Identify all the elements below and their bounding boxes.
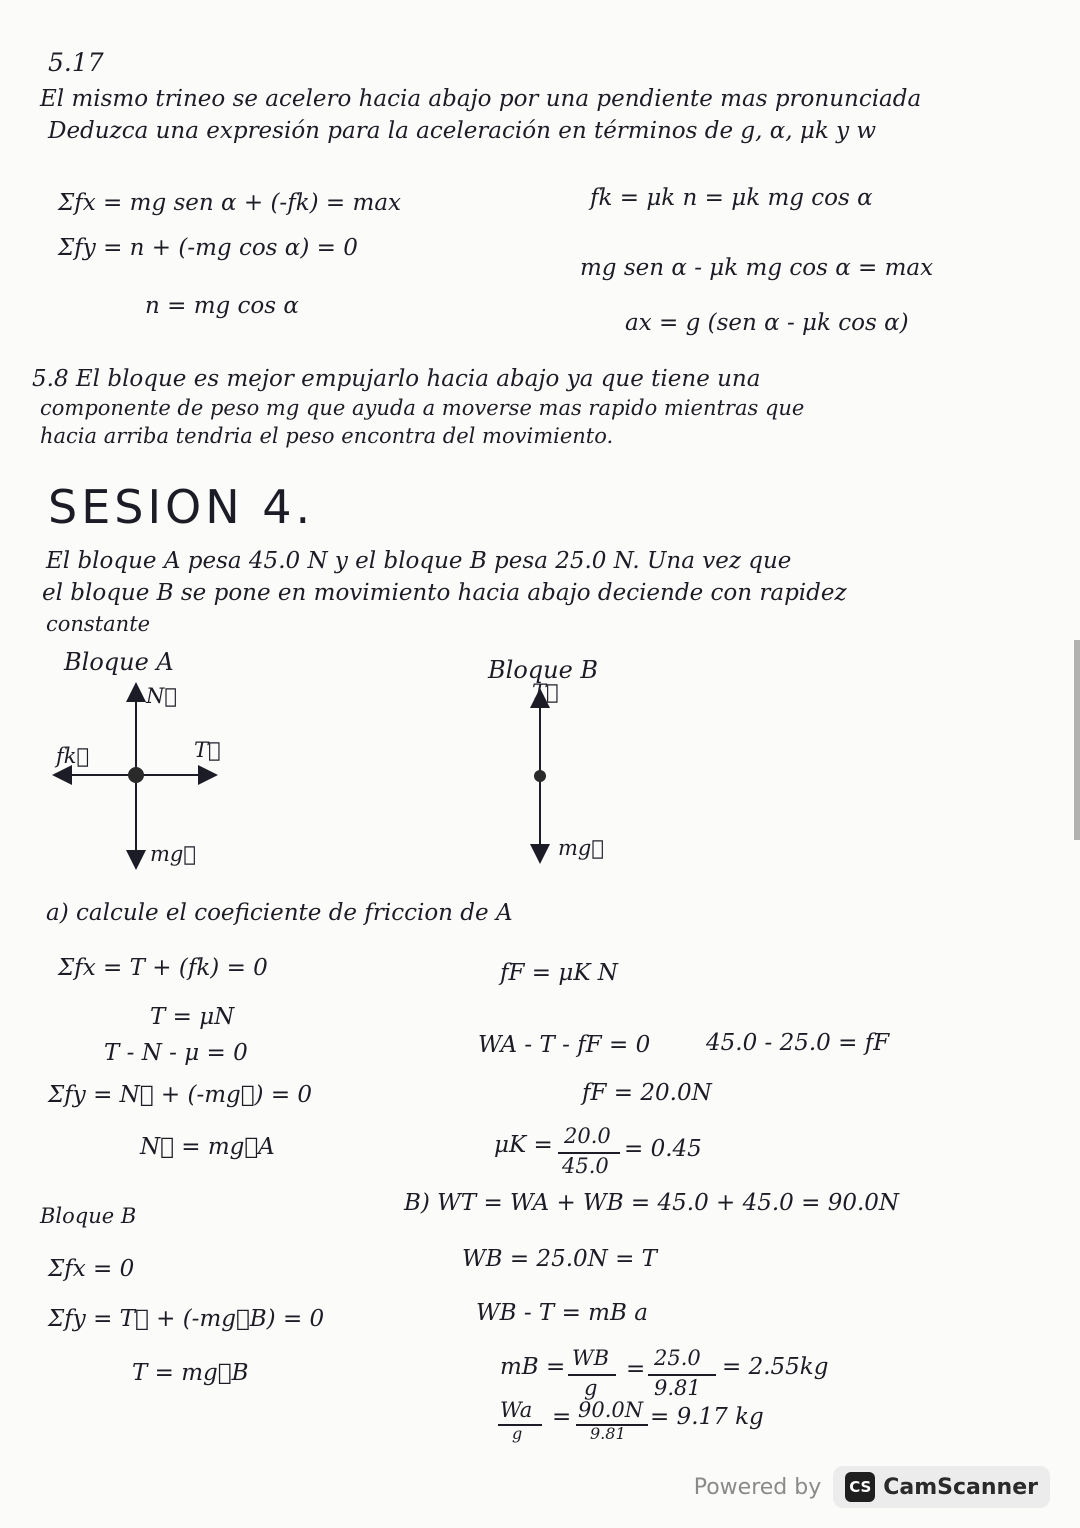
equation-sum-fx: Σfx = mg sen α + (-fk) = max: [58, 190, 402, 216]
part-b-eq-3: WB - T = mB a: [476, 1300, 648, 1326]
part-a-eq-3: T - N - μ = 0: [104, 1040, 248, 1066]
answer-5-8-line-1: 5.8 El bloque es mejor empujarlo hacia abajo ya que tiene una: [32, 366, 761, 392]
part-b-frac3-num: Wa: [500, 1398, 533, 1422]
block-a-point: [128, 767, 144, 783]
part-a-eq-9: fF = 20.0N: [582, 1080, 712, 1106]
scan-edge-shadow: [1074, 640, 1080, 840]
part-b-mass-result: = 2.55kg: [722, 1354, 829, 1380]
answer-5-8-line-3: hacia arriba tendria el peso encontra del movimiento.: [40, 424, 614, 448]
problem-statement-line-1: El mismo trineo se acelero hacia abajo por una pendiente mas pronunciada: [40, 86, 922, 112]
block-b-point: [534, 770, 546, 782]
block-b-eq-1: Σfx = 0: [48, 1256, 135, 1282]
part-b-mass-result-2: = 9.17 kg: [650, 1404, 764, 1430]
camscanner-brand-name: CamScanner: [883, 1474, 1038, 1500]
equation-acceleration: ax = g (sen α - μk cos α): [625, 310, 909, 336]
part-a-mu-result: = 0.45: [624, 1136, 702, 1162]
diagram-b-label-t: T⃗: [532, 680, 559, 704]
part-b-frac3-den: g: [512, 1424, 523, 1443]
block-b-eq-3: T = mg⃗B: [132, 1360, 249, 1386]
problem-number: 5.17: [48, 48, 104, 77]
part-b-mass-label: mB =: [500, 1354, 566, 1380]
session-statement-line-3: constante: [46, 612, 151, 636]
powered-by-text: Powered by: [693, 1474, 822, 1500]
part-a-eq-6: fF = μK N: [500, 960, 618, 986]
diagram-a-label-t: T⃗: [194, 738, 221, 762]
camscanner-logo: [833, 1466, 1050, 1508]
part-b-equals-1: =: [626, 1356, 646, 1382]
part-b-frac2-num: 25.0: [654, 1346, 701, 1370]
session-title: SESION 4.: [48, 480, 315, 534]
diagram-a-label-n: N⃗: [146, 684, 177, 708]
diagram-b-title: Bloque B: [488, 656, 599, 684]
block-b-eq-2: Σfy = T⃗ + (-mg⃗B) = 0: [48, 1306, 325, 1332]
part-b-frac2-den: 9.81: [654, 1376, 701, 1400]
part-a-prompt: a) calcule el coeficiente de friccion de A: [46, 900, 513, 926]
part-a-eq-1: Σfx = T + (fk) = 0: [58, 955, 268, 981]
part-a-eq-4: Σfy = N⃗ + (-mg⃗) = 0: [48, 1082, 313, 1108]
equation-normal: n = mg cos α: [145, 293, 299, 319]
diagram-a-label-fk: fk⃗: [56, 744, 90, 768]
equation-sum-fy: Σfy = n + (-mg cos α) = 0: [58, 235, 358, 261]
diagram-a-label-mg: mg⃗: [150, 842, 196, 866]
equation-friction: fk = μk n = μk mg cos α: [590, 185, 873, 211]
session-statement-line-2: el bloque B se pone en movimiento hacia abajo deciende con rapidez: [42, 580, 847, 606]
diagram-a-title: Bloque A: [64, 648, 174, 676]
part-a-eq-5: N⃗ = mg⃗A: [140, 1134, 275, 1160]
part-a-eq-8: 45.0 - 25.0 = fF: [706, 1030, 890, 1056]
part-b-eq-2: WB = 25.0N = T: [462, 1246, 658, 1272]
part-a-mu-numerator: 20.0: [564, 1124, 611, 1148]
part-b-frac1-den: g: [584, 1376, 598, 1400]
part-b-frac4-num: 90.0N: [578, 1398, 644, 1422]
camscanner-badge-icon: CS: [845, 1472, 875, 1502]
part-b-eq-1: B) WT = WA + WB = 45.0 + 45.0 = 90.0N: [404, 1190, 900, 1216]
part-b-frac4-den: 9.81: [590, 1424, 626, 1443]
part-a-mu-label: μK =: [494, 1132, 553, 1158]
diagram-b-label-mg: mg⃗: [558, 836, 604, 860]
problem-statement-line-2: Deduzca una expresión para la aceleración en términos de g, α, μk y w: [48, 118, 877, 144]
answer-5-8-line-2: componente de peso mg que ayuda a moverse mas rapido mientras que: [40, 396, 805, 420]
part-b-equals-2: =: [552, 1404, 572, 1430]
equation-substitution: mg sen α - μk mg cos α = max: [580, 255, 934, 281]
free-body-diagram-a: [40, 680, 240, 880]
camscanner-watermark: [694, 1466, 1050, 1508]
session-statement-line-1: El bloque A pesa 45.0 N y el bloque B pesa 25.0 N. Una vez que: [46, 548, 792, 574]
block-b-title: Bloque B: [40, 1204, 137, 1228]
part-a-eq-2: T = μN: [150, 1004, 235, 1030]
part-b-frac1-num: WB: [572, 1346, 610, 1370]
part-a-mu-denominator: 45.0: [562, 1154, 609, 1178]
part-a-eq-7: WA - T - fF = 0: [478, 1032, 651, 1058]
